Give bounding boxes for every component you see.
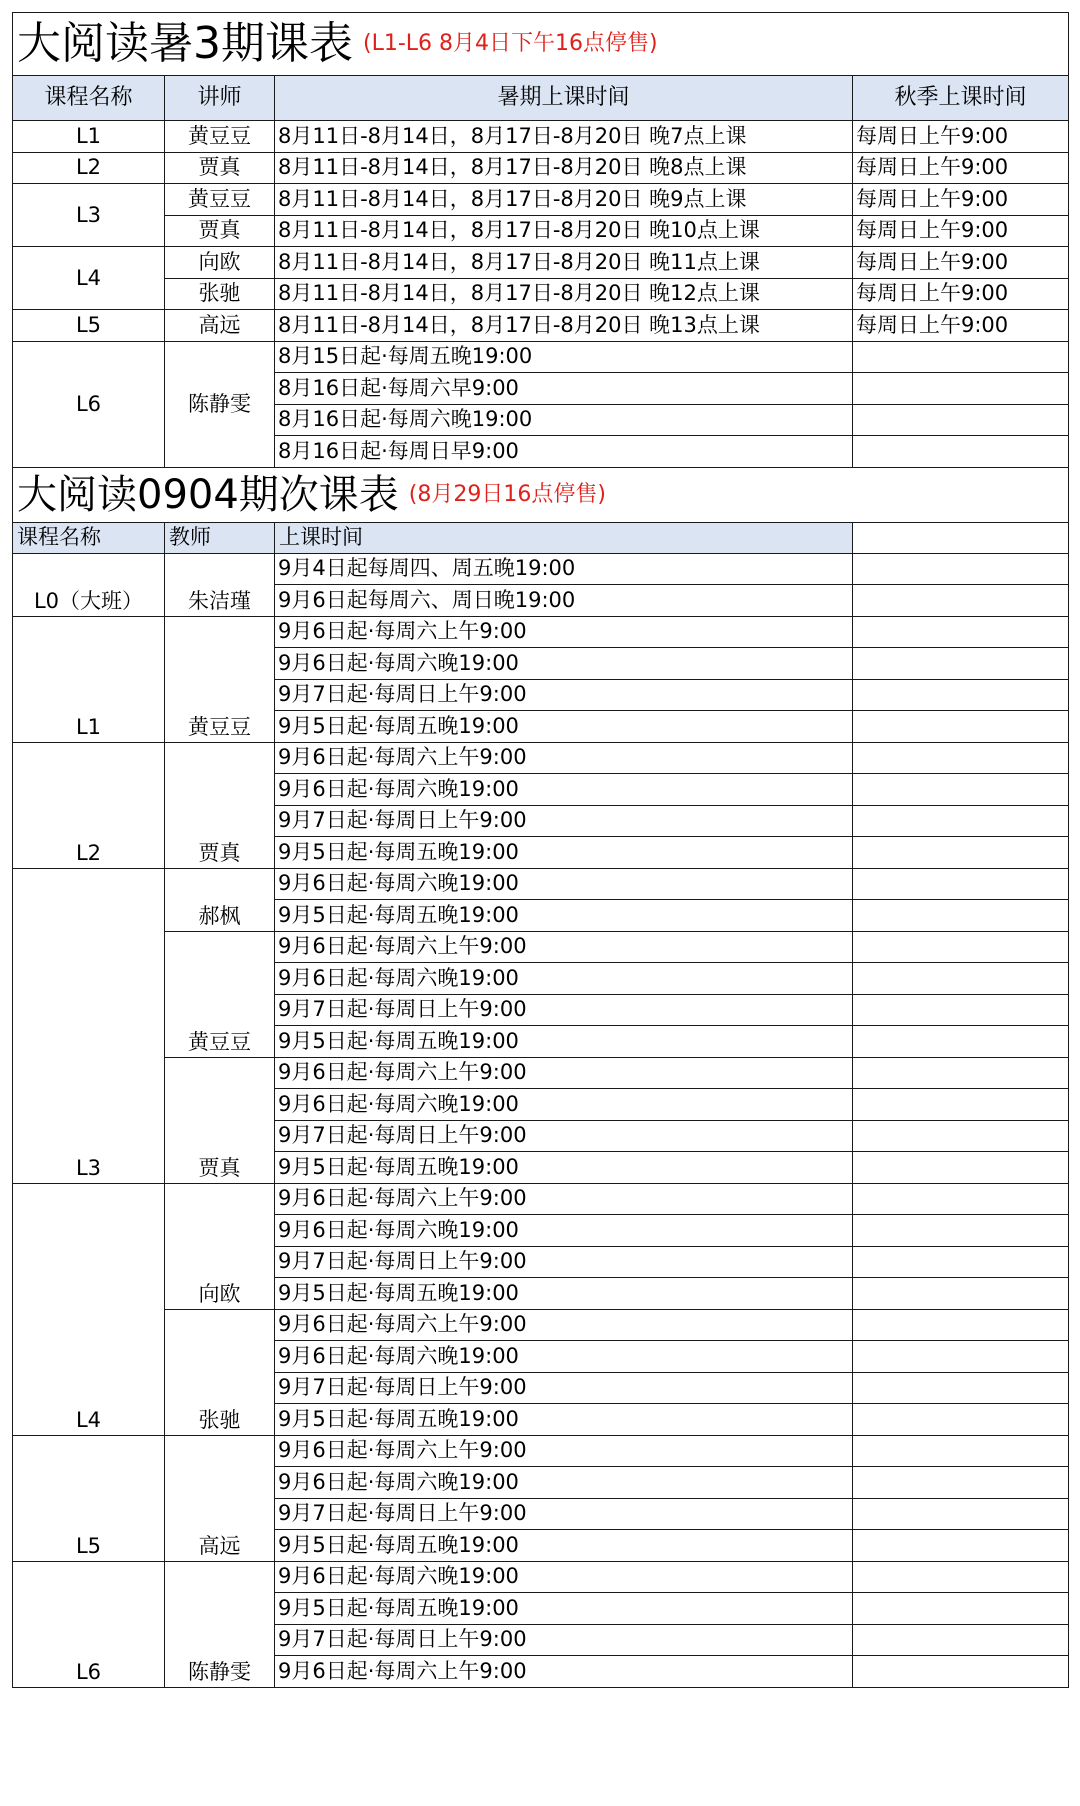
autumn-time-cell: 每周日上午9:00: [853, 247, 1069, 279]
autumn-time-cell: [853, 404, 1069, 436]
header-teacher: 讲师: [165, 76, 275, 121]
autumn-time-cell: 每周日上午9:00: [853, 184, 1069, 216]
header-course: 课程名称: [13, 522, 165, 553]
table-row: [13, 1183, 1069, 1215]
autumn-time-cell: 每周日上午9:00: [853, 121, 1069, 153]
teacher-cell: 高远: [165, 1435, 275, 1561]
autumn-time-cell: 每周日上午9:00: [853, 152, 1069, 184]
empty-cell: [853, 711, 1069, 743]
empty-cell: [853, 837, 1069, 869]
time-cell: 9月6日起·每周六上午9:00: [275, 1309, 853, 1341]
section2-note: (8月29日16点停售): [408, 481, 606, 507]
time-cell: 9月6日起·每周六晚19:00: [275, 1089, 853, 1121]
summer-time-cell: 8月11日-8月14日，8月17日-8月20日 晚8点上课: [275, 152, 853, 184]
empty-cell: [853, 1152, 1069, 1184]
table-row: [13, 121, 1069, 153]
empty-cell: [853, 963, 1069, 995]
section1-title-row: [13, 13, 1069, 76]
time-cell: 9月7日起·每周日上午9:00: [275, 1498, 853, 1530]
time-cell: 9月6日起·每周六上午9:00: [275, 1435, 853, 1467]
course-cell: L2: [13, 742, 165, 868]
time-cell: 9月7日起·每周日上午9:00: [275, 805, 853, 837]
time-cell: 9月6日起·每周六晚19:00: [275, 648, 853, 680]
empty-cell: [853, 1309, 1069, 1341]
time-cell: 9月6日起·每周六上午9:00: [275, 1057, 853, 1089]
time-cell: 9月6日起·每周六上午9:00: [275, 616, 853, 648]
teacher-cell: 郝枫: [165, 868, 275, 931]
time-cell: 9月5日起·每周五晚19:00: [275, 1026, 853, 1058]
empty-cell: [853, 868, 1069, 900]
time-cell: 9月6日起·每周六晚19:00: [275, 1467, 853, 1499]
course-cell: L3: [13, 868, 165, 1183]
time-cell: 9月7日起·每周日上午9:00: [275, 1246, 853, 1278]
section1-header-row: [13, 76, 1069, 121]
empty-cell: [853, 805, 1069, 837]
time-cell: 9月6日起每周六、周日晚19:00: [275, 585, 853, 617]
empty-cell: [853, 1372, 1069, 1404]
table-row: [13, 868, 1069, 900]
teacher-cell: 向欧: [165, 247, 275, 279]
header-time: 上课时间: [275, 522, 853, 553]
empty-cell: [853, 1057, 1069, 1089]
section1-title-cell: [13, 13, 1069, 76]
time-cell: 9月6日起·每周六上午9:00: [275, 1656, 853, 1688]
time-cell: 9月5日起·每周五晚19:00: [275, 1404, 853, 1436]
teacher-cell: 黄豆豆: [165, 121, 275, 153]
teacher-cell: 贾真: [165, 742, 275, 868]
table-row: [13, 1435, 1069, 1467]
summer-time-cell: 8月11日-8月14日，8月17日-8月20日 晚12点上课: [275, 278, 853, 310]
table-row: [13, 931, 1069, 963]
table-row: [13, 278, 1069, 310]
empty-cell: [853, 931, 1069, 963]
course-cell: L2: [13, 152, 165, 184]
time-cell: 9月6日起·每周六晚19:00: [275, 963, 853, 995]
table-row: [13, 341, 1069, 373]
empty-cell: [853, 1530, 1069, 1562]
autumn-time-cell: [853, 436, 1069, 468]
time-cell: 9月7日起·每周日上午9:00: [275, 1372, 853, 1404]
summer-time-cell: 8月11日-8月14日，8月17日-8月20日 晚13点上课: [275, 310, 853, 342]
header-teacher: 教师: [165, 522, 275, 553]
course-cell: L6: [13, 341, 165, 467]
table-row: [13, 310, 1069, 342]
empty-cell: [853, 1183, 1069, 1215]
time-cell: 9月4日起每周四、周五晚19:00: [275, 553, 853, 585]
teacher-cell: 贾真: [165, 1057, 275, 1183]
teacher-cell: 贾真: [165, 152, 275, 184]
summer-time-cell: 8月11日-8月14日，8月17日-8月20日 晚9点上课: [275, 184, 853, 216]
time-cell: 9月6日起·每周六上午9:00: [275, 742, 853, 774]
summer-time-cell: 8月16日起·每周日早9:00: [275, 436, 853, 468]
section2-title: 大阅读0904期次课表: [17, 471, 399, 518]
table-row: [13, 1309, 1069, 1341]
empty-cell: [853, 1498, 1069, 1530]
empty-cell: [853, 900, 1069, 932]
table-row: [13, 247, 1069, 279]
empty-cell: [853, 1656, 1069, 1688]
course-cell: L0（大班）: [13, 553, 165, 616]
header-autumn-time: 秋季上课时间: [853, 76, 1069, 121]
teacher-cell: 黄豆豆: [165, 184, 275, 216]
time-cell: 9月7日起·每周日上午9:00: [275, 1120, 853, 1152]
autumn-time-cell: [853, 373, 1069, 405]
empty-cell: [853, 585, 1069, 617]
empty-cell: [853, 1341, 1069, 1373]
header-summer-time: 暑期上课时间: [275, 76, 853, 121]
time-cell: 9月6日起·每周六上午9:00: [275, 1183, 853, 1215]
schedule-sheet: [12, 12, 1068, 1688]
teacher-cell: 张驰: [165, 278, 275, 310]
header-blank: [853, 522, 1069, 553]
time-cell: 9月5日起·每周五晚19:00: [275, 711, 853, 743]
empty-cell: [853, 774, 1069, 806]
time-cell: 9月6日起·每周六晚19:00: [275, 1215, 853, 1247]
teacher-cell: 高远: [165, 310, 275, 342]
course-cell: L5: [13, 310, 165, 342]
summer-time-cell: 8月16日起·每周六晚19:00: [275, 404, 853, 436]
time-cell: 9月6日起·每周六晚19:00: [275, 868, 853, 900]
time-cell: 9月6日起·每周六上午9:00: [275, 931, 853, 963]
empty-cell: [853, 1561, 1069, 1593]
teacher-cell: 贾真: [165, 215, 275, 247]
summer-time-cell: 8月11日-8月14日，8月17日-8月20日 晚10点上课: [275, 215, 853, 247]
time-cell: 9月5日起·每周五晚19:00: [275, 1530, 853, 1562]
course-cell: L3: [13, 184, 165, 247]
empty-cell: [853, 1624, 1069, 1656]
section2-header-row: [13, 522, 1069, 553]
header-course: 课程名称: [13, 76, 165, 121]
empty-cell: [853, 742, 1069, 774]
autumn-time-cell: 每周日上午9:00: [853, 310, 1069, 342]
autumn-time-cell: [853, 341, 1069, 373]
empty-cell: [853, 648, 1069, 680]
time-cell: 9月5日起·每周五晚19:00: [275, 1152, 853, 1184]
table-row: [13, 616, 1069, 648]
course-cell: L4: [13, 247, 165, 310]
table-row: [13, 553, 1069, 585]
section1-title: 大阅读暑3期课表: [17, 18, 353, 69]
summer-time-cell: 8月15日起·每周五晚19:00: [275, 341, 853, 373]
empty-cell: [853, 1435, 1069, 1467]
table-row: [13, 1561, 1069, 1593]
time-cell: 9月6日起·每周六晚19:00: [275, 774, 853, 806]
empty-cell: [853, 1278, 1069, 1310]
empty-cell: [853, 1215, 1069, 1247]
table-row: [13, 215, 1069, 247]
section2-title-cell: [13, 467, 1069, 522]
time-cell: 9月5日起·每周五晚19:00: [275, 900, 853, 932]
autumn-time-cell: 每周日上午9:00: [853, 278, 1069, 310]
table-row: [13, 1057, 1069, 1089]
summer-time-cell: 8月11日-8月14日，8月17日-8月20日 晚11点上课: [275, 247, 853, 279]
time-cell: 9月5日起·每周五晚19:00: [275, 1593, 853, 1625]
table-row: [13, 184, 1069, 216]
teacher-cell: 黄豆豆: [165, 616, 275, 742]
teacher-cell: 向欧: [165, 1183, 275, 1309]
empty-cell: [853, 1467, 1069, 1499]
course-cell: L1: [13, 616, 165, 742]
time-cell: 9月6日起·每周六晚19:00: [275, 1561, 853, 1593]
time-cell: 9月7日起·每周日上午9:00: [275, 679, 853, 711]
empty-cell: [853, 1089, 1069, 1121]
time-cell: 9月6日起·每周六晚19:00: [275, 1341, 853, 1373]
empty-cell: [853, 1120, 1069, 1152]
empty-cell: [853, 1593, 1069, 1625]
empty-cell: [853, 994, 1069, 1026]
empty-cell: [853, 1246, 1069, 1278]
time-cell: 9月7日起·每周日上午9:00: [275, 994, 853, 1026]
table-row: [13, 152, 1069, 184]
time-cell: 9月7日起·每周日上午9:00: [275, 1624, 853, 1656]
time-cell: 9月5日起·每周五晚19:00: [275, 1278, 853, 1310]
teacher-cell: 陈静雯: [165, 1561, 275, 1687]
teacher-cell: 朱洁瑾: [165, 553, 275, 616]
empty-cell: [853, 553, 1069, 585]
empty-cell: [853, 1026, 1069, 1058]
schedule-table: [12, 12, 1069, 1688]
course-cell: L4: [13, 1183, 165, 1435]
section1-note: (L1-L6 8月4日下午16点停售): [363, 31, 658, 56]
course-cell: L6: [13, 1561, 165, 1687]
course-cell: L5: [13, 1435, 165, 1561]
autumn-time-cell: 每周日上午9:00: [853, 215, 1069, 247]
time-cell: 9月5日起·每周五晚19:00: [275, 837, 853, 869]
empty-cell: [853, 616, 1069, 648]
teacher-cell: 黄豆豆: [165, 931, 275, 1057]
teacher-cell: 张驰: [165, 1309, 275, 1435]
section2-title-row: [13, 467, 1069, 522]
summer-time-cell: 8月16日起·每周六早9:00: [275, 373, 853, 405]
empty-cell: [853, 679, 1069, 711]
table-row: [13, 742, 1069, 774]
course-cell: L1: [13, 121, 165, 153]
empty-cell: [853, 1404, 1069, 1436]
summer-time-cell: 8月11日-8月14日，8月17日-8月20日 晚7点上课: [275, 121, 853, 153]
teacher-cell: 陈静雯: [165, 341, 275, 467]
